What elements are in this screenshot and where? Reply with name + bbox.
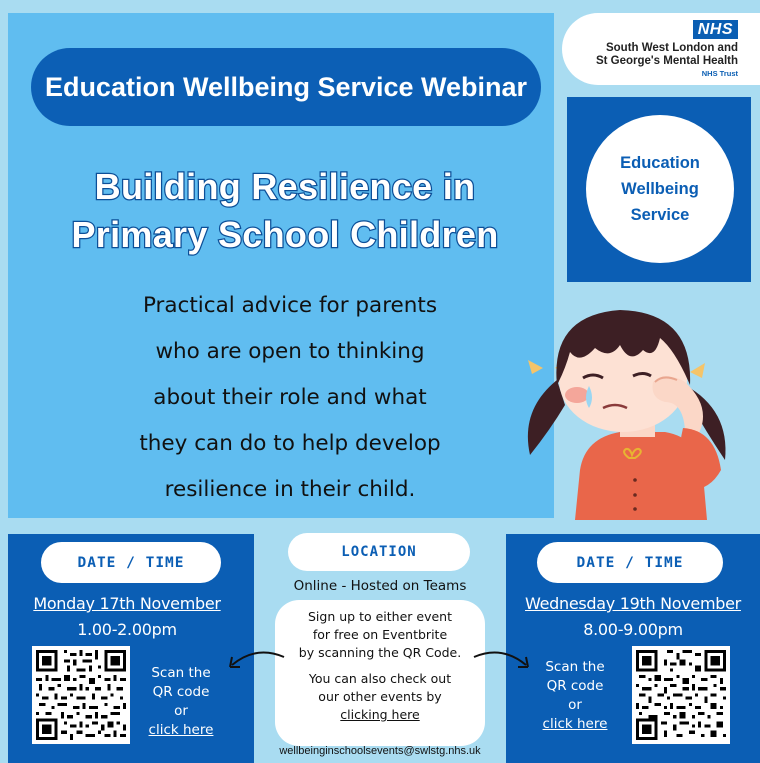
scan-line: QR code [546, 678, 604, 694]
intro-line: resilience in their child. [164, 477, 416, 502]
service-line-3: Service [630, 206, 690, 224]
event-panel-left [8, 534, 254, 763]
right-arrow-icon [472, 645, 532, 675]
intro-line: Practical advice for parents [142, 293, 438, 318]
qr-code[interactable] [632, 646, 730, 744]
intro-text [70, 283, 510, 513]
scan-line: or [174, 703, 188, 719]
page-headline [20, 163, 550, 259]
other-events-text [275, 670, 485, 724]
scan-line: QR code [152, 684, 210, 700]
event-day-link[interactable]: Monday 17th November [33, 594, 221, 613]
intro-line: about their role and what [153, 385, 427, 410]
scan-instructions [535, 658, 615, 734]
event-panel-right [506, 534, 760, 763]
other-events-line: You can also check out [308, 671, 452, 686]
nhs-logo: NHS [693, 20, 738, 39]
contact-email[interactable]: wellbeinginschoolsevents@swlstg.nhs.uk [279, 745, 481, 757]
intro-line: who are open to thinking [155, 339, 425, 364]
service-circle [586, 115, 734, 263]
event-time: 8.00-9.00pm [583, 620, 683, 639]
clicking-here-link[interactable]: clicking here [340, 707, 420, 722]
trust-name [596, 42, 738, 68]
event-time: 1.00-2.00pm [77, 620, 177, 639]
other-events-line: our other events by [318, 689, 442, 704]
location-heading: LOCATION [288, 533, 470, 571]
scan-line: or [568, 697, 582, 713]
date-time-heading: DATE / TIME [41, 542, 221, 583]
scan-line: Scan the [151, 665, 211, 681]
signup-line: Sign up to either event [308, 609, 452, 624]
qr-code-icon [36, 650, 126, 740]
service-badge [567, 97, 751, 282]
headline-line-1: Building Resilience in [94, 166, 476, 207]
service-line-1: Education [620, 154, 700, 172]
trust-name-line-2: St George's Mental Health [595, 55, 738, 67]
signup-line: by scanning the QR Code. [298, 645, 462, 660]
signup-text [275, 608, 485, 662]
location-text: Online - Hosted on Teams [293, 578, 467, 594]
click-here-link[interactable]: click here [148, 722, 214, 738]
service-line-2: Wellbeing [621, 180, 699, 198]
trust-subtitle: NHS Trust [701, 69, 738, 78]
click-here-link[interactable]: click here [542, 716, 608, 732]
webinar-title-pill: Education Wellbeing Service Webinar [31, 48, 541, 126]
trust-name-line-1: South West London and [605, 42, 738, 54]
signup-card [275, 600, 485, 746]
headline-line-2: Primary School Children [71, 214, 499, 255]
intro-line: they can do to help develop [139, 431, 441, 456]
scan-line: Scan the [545, 659, 605, 675]
signup-line: for free on Eventbrite [312, 627, 448, 642]
date-time-heading: DATE / TIME [537, 542, 723, 583]
qr-code-icon [636, 650, 726, 740]
nhs-trust-card [562, 13, 760, 85]
left-arrow-icon [226, 645, 286, 675]
event-day-link[interactable]: Wednesday 19th November [525, 594, 741, 613]
qr-code[interactable] [32, 646, 130, 744]
scan-instructions [141, 664, 221, 740]
crying-girl-illustration [525, 290, 760, 520]
